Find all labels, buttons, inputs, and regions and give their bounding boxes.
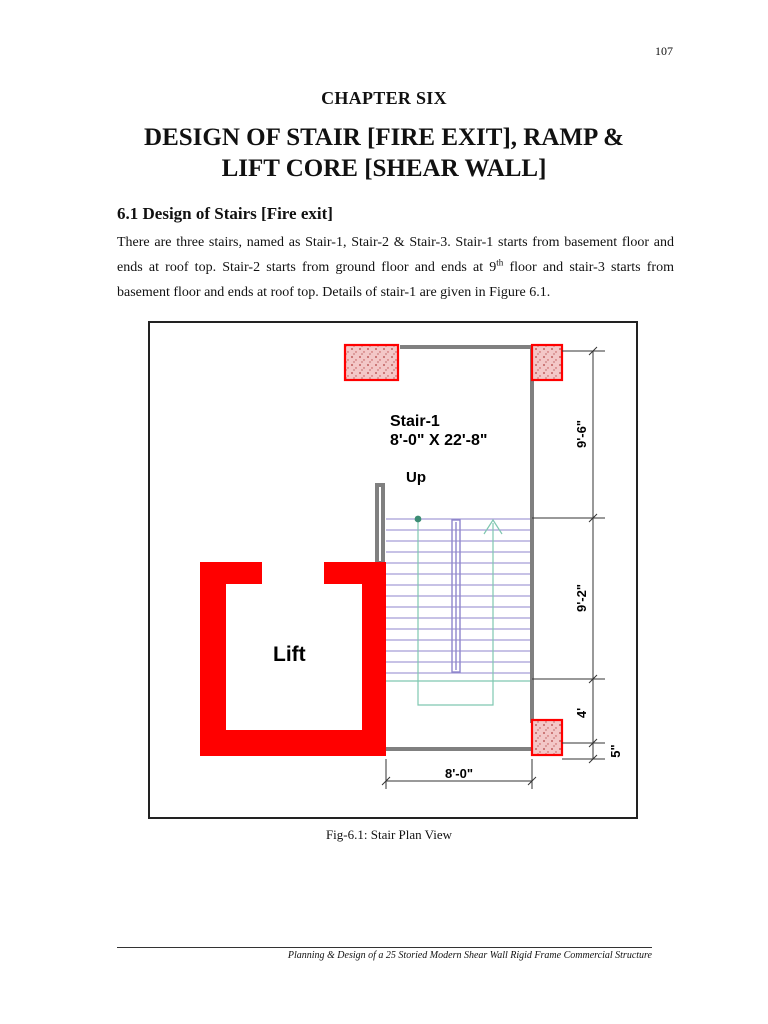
footer-text: Planning & Design of a 25 Storied Modern Shear Wall Rigid Frame Commercial Structure [287, 950, 652, 961]
paragraph-text-part-1: There are three stairs, named as Stair-1, Stair-2 & Stair-3. Stair-1 starts from basement floor and ends at roof top. Stair-2 starts from ground floor and ends at 9 [117, 235, 674, 275]
column-top-right [532, 345, 562, 380]
chapter-label: CHAPTER SIX [321, 88, 447, 108]
figure-caption: Fig-6.1: Stair Plan View [325, 827, 453, 842]
up-label: Up [406, 469, 426, 486]
stair-size-label: 8'-0" X 22'-8" [390, 432, 488, 449]
stair-name-label: Stair-1 [390, 413, 440, 430]
section-heading: 6.1 Design of Stairs [Fire exit] [117, 204, 333, 223]
dim-width-label: 8'-0" [444, 766, 474, 781]
column-bottom-right [532, 720, 562, 755]
section-paragraph [117, 230, 674, 305]
dim-middle-label: 9'-2" [574, 583, 589, 613]
lift-label: Lift [273, 643, 306, 666]
dim-top-label: 9'-6" [574, 419, 589, 449]
walk-line [386, 519, 530, 705]
up-start-dot [415, 516, 422, 523]
chapter-title [0, 122, 768, 184]
dim-wall-label: 5" [608, 744, 623, 758]
chapter-title-line-2: LIFT CORE [SHEAR WALL] [221, 155, 547, 182]
column-top-left [345, 345, 398, 380]
paragraph-superscript: th [496, 257, 504, 268]
dim-landing-label: 4' [574, 707, 589, 719]
paragraph-text-part-2: floor and stair-3 starts from basement floor and ends at roof top. Details of stair-1 are given in Figure 6.1. [117, 260, 674, 300]
page-number: 107 [655, 44, 673, 58]
left-stub-wall [377, 485, 383, 563]
stair-plan-drawing [150, 323, 636, 817]
stair-plan-figure [148, 321, 638, 819]
chapter-title-line-1: DESIGN OF STAIR [FIRE EXIT], RAMP & [144, 124, 624, 151]
stair-flights [386, 519, 530, 673]
stair-walls [377, 347, 532, 749]
footer-rule [117, 947, 652, 948]
